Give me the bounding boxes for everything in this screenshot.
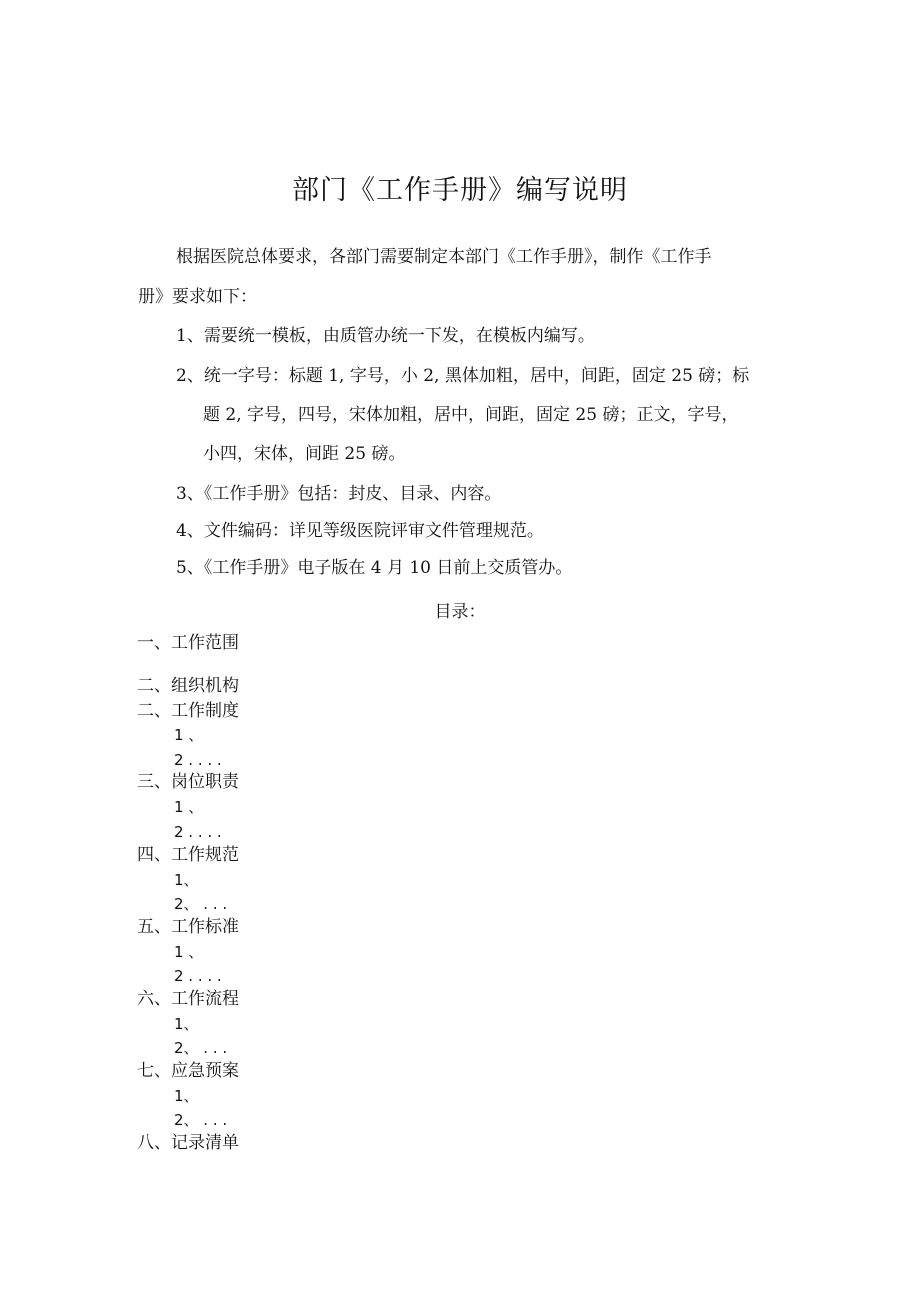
requirement-item-5: 5、《工作手册》电子版在 4 月 10 日前上交质管办。 <box>176 558 573 578</box>
toc-section-5-sub-1: 1、 <box>174 871 199 889</box>
toc-section-5-sub-2: 2、 . . . <box>174 895 228 913</box>
requirement-item-2-line-1: 2、统一字号：标题 1, 字号，小 2, 黑体加粗，居中，间距，固定 25 磅；标 <box>176 366 750 386</box>
toc-section-6-sub-1: 1 、 <box>174 943 204 961</box>
toc-section-7-sub-1: 1、 <box>174 1015 199 1033</box>
toc-section-3-sub-1: 1 、 <box>174 726 204 744</box>
intro-paragraph-line-2: 册》要求如下： <box>138 287 257 307</box>
toc-section-4: 三、岗位职责 <box>137 772 239 792</box>
intro-paragraph-line-1: 根据医院总体要求，各部门需要制定本部门《工作手册》，制作《工作手 <box>176 247 712 267</box>
toc-section-8: 七、应急预案 <box>137 1061 239 1081</box>
requirement-item-4: 4、文件编码：详见等级医院评审文件管理规范。 <box>176 521 544 541</box>
toc-section-6: 五、工作标准 <box>137 917 239 937</box>
toc-section-3: 二、工作制度 <box>137 701 239 721</box>
requirement-item-2-line-3: 小四，宋体，间距 25 磅。 <box>203 444 406 464</box>
page-title: 部门《工作手册》编写说明 <box>292 175 628 206</box>
toc-section-4-sub-1: 1 、 <box>174 798 204 816</box>
toc-section-8-sub-2: 2、 . . . <box>174 1111 228 1129</box>
toc-section-2: 二、组织机构 <box>137 676 239 696</box>
toc-section-6-sub-2: 2 . . . . <box>174 967 222 985</box>
requirement-item-1: 1、需要统一模板，由质管办统一下发，在模板内编写。 <box>176 326 595 346</box>
toc-section-7-sub-2: 2、 . . . <box>174 1039 228 1057</box>
toc-section-3-sub-2: 2 . . . . <box>174 751 222 769</box>
toc-title: 目录： <box>434 602 486 622</box>
toc-section-9: 八、记录清单 <box>137 1133 239 1153</box>
requirement-item-2-line-2: 题 2, 字号，四号，宋体加粗，居中，间距，固定 25 磅；正文，字号， <box>203 405 739 425</box>
toc-section-1: 一、工作范围 <box>137 633 239 653</box>
toc-section-8-sub-1: 1、 <box>174 1087 199 1105</box>
toc-section-5: 四、工作规范 <box>137 845 239 865</box>
toc-section-7: 六、工作流程 <box>137 989 239 1009</box>
requirement-item-3: 3、《工作手册》包括：封皮、目录、内容。 <box>176 484 502 504</box>
toc-section-4-sub-2: 2 . . . . <box>174 823 222 841</box>
